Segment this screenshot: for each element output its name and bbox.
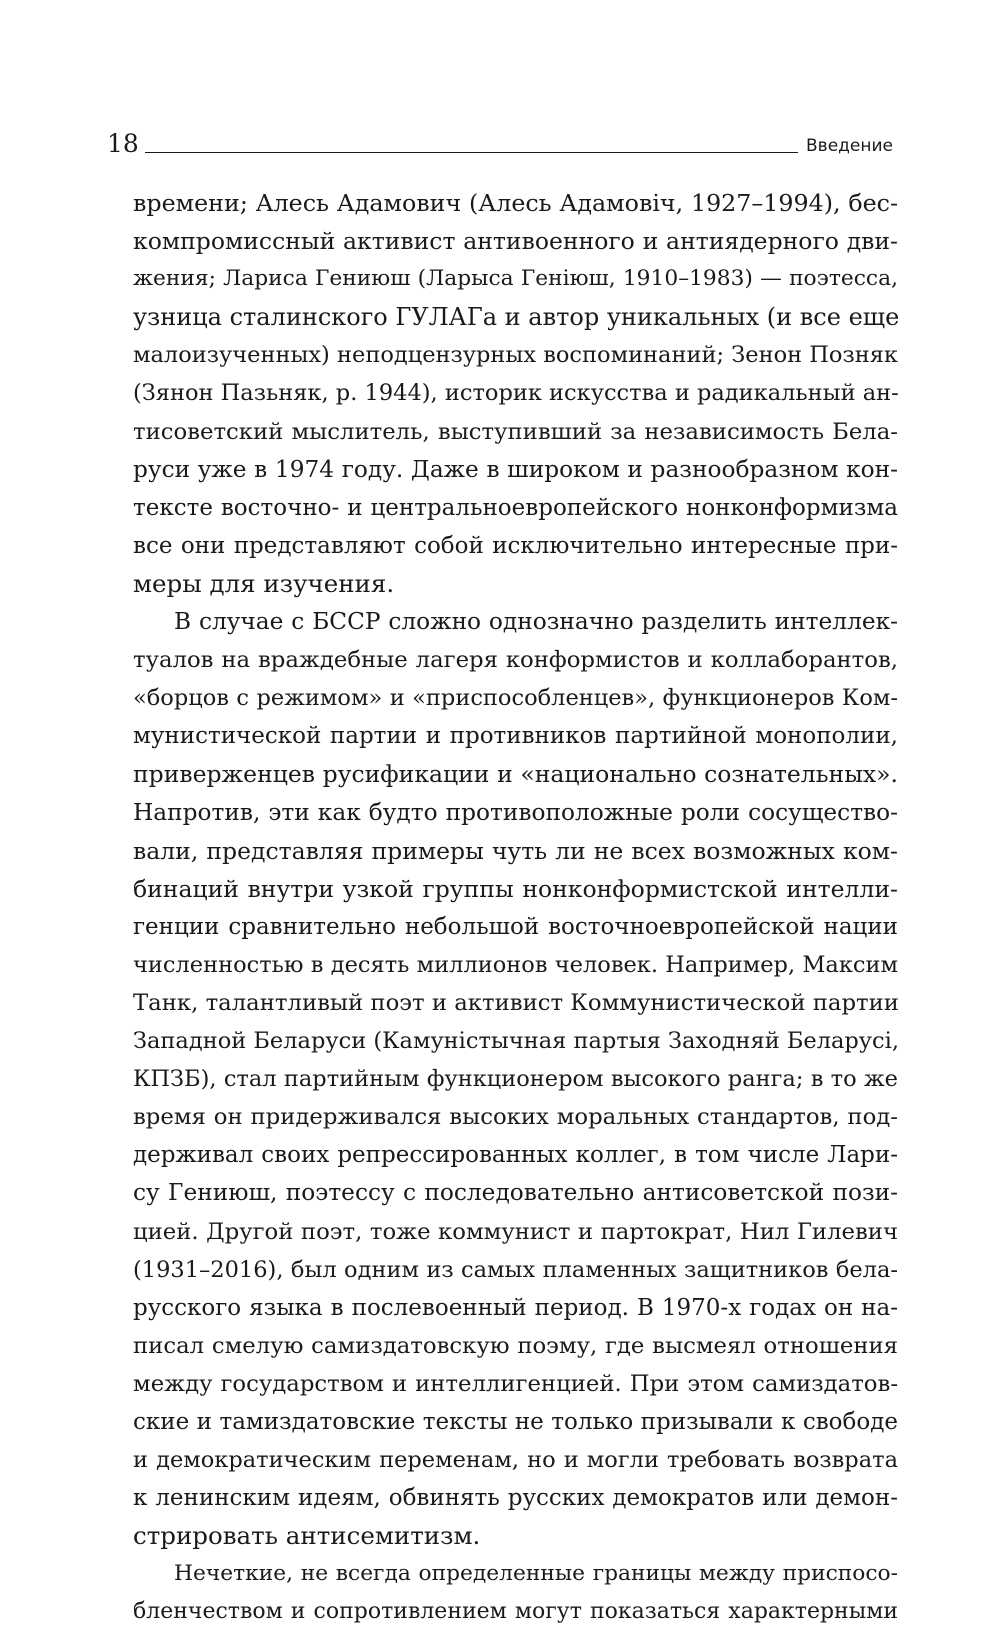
body-text bbox=[133, 184, 898, 1632]
text-line: вали, представляя примеры чуть ли не всех возможных ком- bbox=[133, 836, 898, 865]
text-line: между государством и интеллигенцией. При этом самиздатов- bbox=[133, 1370, 898, 1397]
page-number: 18 bbox=[107, 129, 139, 158]
text-line: бленчеством и сопротивлением могут показаться характерными bbox=[133, 1599, 898, 1625]
text-line: писал смелую самиздатовскую поэму, где высмеял отношения bbox=[133, 1332, 898, 1359]
text-line: время он придерживался высоких моральных стандартов, под- bbox=[133, 1104, 898, 1131]
text-line: все они представляют собой исключительно интересные при- bbox=[133, 532, 898, 559]
text-line: меры для изучения. bbox=[133, 568, 395, 598]
text-line: Западной Беларуси (Камуністычная партыя Заходняй Беларусі, bbox=[133, 1028, 899, 1055]
text-line: стрировать антисемитизм. bbox=[133, 1521, 481, 1551]
text-line: держивал своих репрессированных коллег, в том числе Лари- bbox=[133, 1142, 898, 1169]
text-line: жения; Лариса Гениюш (Ларыса Геніюш, 1910–1983) — поэтесса, bbox=[133, 266, 898, 292]
text-line: генции сравнительно небольшой восточноевропейской нации bbox=[133, 913, 898, 940]
text-line: Танк, талантливый поэт и активист Коммунистической партии bbox=[133, 989, 899, 1016]
text-line: (Зянон Пазьняк, р. 1944), историк искусства и радикальный ан- bbox=[133, 380, 899, 407]
text-line: компромиссный активист антивоенного и антиядерного дви- bbox=[133, 227, 898, 256]
text-line: русского языка в послевоенный период. В 1970-х годах он на- bbox=[133, 1294, 898, 1321]
paragraph bbox=[133, 1555, 898, 1631]
paragraph bbox=[133, 184, 898, 603]
text-line: туалов на враждебные лагеря конформистов и коллаборантов, bbox=[133, 647, 898, 674]
text-line: су Гениюш, поэтессу с последовательно антисоветской пози- bbox=[133, 1179, 898, 1207]
text-line: тексте восточно- и центральноевропейского нонконформизма bbox=[133, 494, 898, 521]
section-title: Введение bbox=[806, 136, 893, 156]
text-line: Нечеткие, не всегда определенные границы между приспосо- bbox=[174, 1561, 898, 1587]
running-head bbox=[107, 118, 893, 158]
text-line: Напротив, эти как будто противоположные роли сосущество- bbox=[133, 798, 898, 826]
text-line: цией. Другой поэт, тоже коммунист и партократ, Нил Гилевич bbox=[133, 1218, 898, 1245]
text-line: мунистической партии и противников партийной монополии, bbox=[133, 723, 898, 750]
text-line: приверженцев русификации и «национально сознательных». bbox=[133, 760, 898, 789]
header-rule bbox=[145, 152, 798, 153]
text-line: к ленинским идеям, обвинять русских демократов или демон- bbox=[133, 1485, 898, 1512]
text-line: (1931–2016), был одним из самых пламенных защитников бела- bbox=[133, 1256, 898, 1283]
text-line: КПЗБ), стал партийным функционером высокого ранга; в то же bbox=[133, 1066, 898, 1093]
text-line: В случае с БССР сложно однозначно разделить интеллек- bbox=[174, 608, 898, 636]
text-line: численностью в десять миллионов человек. Например, Максим bbox=[133, 951, 898, 978]
text-line: ские и тамиздатовские тексты не только призывали к свободе bbox=[133, 1409, 898, 1435]
text-line: малоизученных) неподцензурных воспоминаний; Зенон Позняк bbox=[133, 342, 898, 369]
text-line: руси уже в 1974 году. Даже в широком и разнообразном кон- bbox=[133, 455, 898, 483]
text-line: бинаций внутри узкой группы нонконформистской интелли- bbox=[133, 874, 898, 903]
text-line: «борцов с режимом» и «приспособленцев», функционеров Ком- bbox=[133, 685, 898, 712]
text-line: узница сталинского ГУЛАГа и автор уникальных (и все еще bbox=[133, 303, 900, 332]
paragraph bbox=[133, 603, 898, 1555]
text-line: времени; Алесь Адамович (Алесь Адамовіч, 1927–1994), бес- bbox=[133, 189, 898, 217]
text-line: тисоветский мыслитель, выступивший за независимость Бела- bbox=[133, 418, 898, 445]
text-line: и демократическим переменам, но и могли требовать возврата bbox=[133, 1447, 898, 1474]
